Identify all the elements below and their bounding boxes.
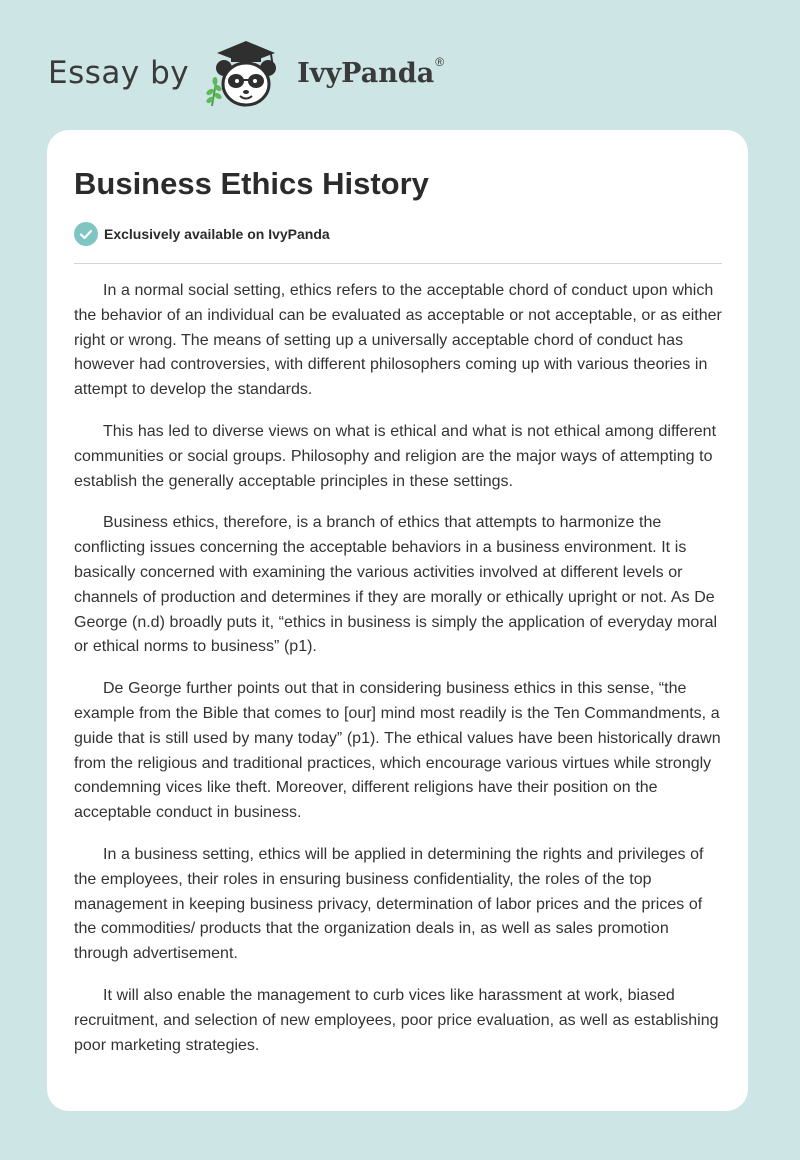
essay-paragraph: In a normal social setting, ethics refers to the acceptable chord of conduct upon which the behavior of an individual can be evaluated as acceptable or not acceptable, or as either right or wrong. The means of setting up a universally acceptable chord of conduct has however had controversies, with different philosophers coming up with various theories in attempt to develop the standards.	[74, 282, 722, 399]
site-header-logo[interactable]	[48, 36, 444, 110]
exclusive-badge	[74, 222, 722, 246]
title-divider	[74, 263, 722, 264]
panda-graduate-icon	[203, 36, 293, 110]
essay-paragraph: De George further points out that in considering business ethics in this sense, “the example from the Bible that comes to [our] mind most readily is the Ten Commandments, a guide that is still used by many today” (p1). The ethical values have been historically drawn from the religious and traditional practices, which encourage various virtues while strongly condemning vices like theft. Moreover, different religions have their position on the acceptable conduct in business.	[74, 680, 721, 822]
essay-paragraph: It will also enable the management to curb vices like harassment at work, biased recruitment, and selection of new employees, poor price evaluation, as well as establishing poor marketing strategies.	[74, 986, 719, 1054]
essay-by-label: Essay by	[48, 54, 190, 91]
registered-mark: ®	[435, 55, 445, 69]
essay-paragraph: Business ethics, therefore, is a branch of ethics that attempts to harmonize the conflicting issues concerning the acceptable behaviors in a business environment. It is basically concerned with examining the various activities involved at different levels or channels of production and determines if they are morally or ethically upright or not. As De George (n.d) broadly puts it, “ethics in business is simply the application of everyday moral or ethical norms to business” (p1).	[74, 514, 718, 656]
essay-card	[47, 130, 748, 1111]
essay-paragraph: This has led to diverse views on what is ethical and what is not ethical among different communities or social groups. Philosophy and religion are the major ways of attempting to establish the generally acceptable principles in these settings.	[74, 422, 717, 490]
brand-name: IvyPanda	[297, 57, 435, 89]
essay-paragraph: In a business setting, ethics will be applied in determining the rights and privileges of the employees, their roles in ensuring business confidentiality, the roles of the top management in keeping business privacy, determination of labor prices and the prices of the commodities/ products that the organization deals in, as well as sales promotion through advertisement.	[74, 845, 704, 963]
essay-title: Business Ethics History	[74, 166, 429, 201]
check-circle-icon	[74, 222, 98, 246]
essay-body	[74, 279, 722, 1058]
exclusive-badge-label: Exclusively available on IvyPanda	[104, 226, 330, 242]
